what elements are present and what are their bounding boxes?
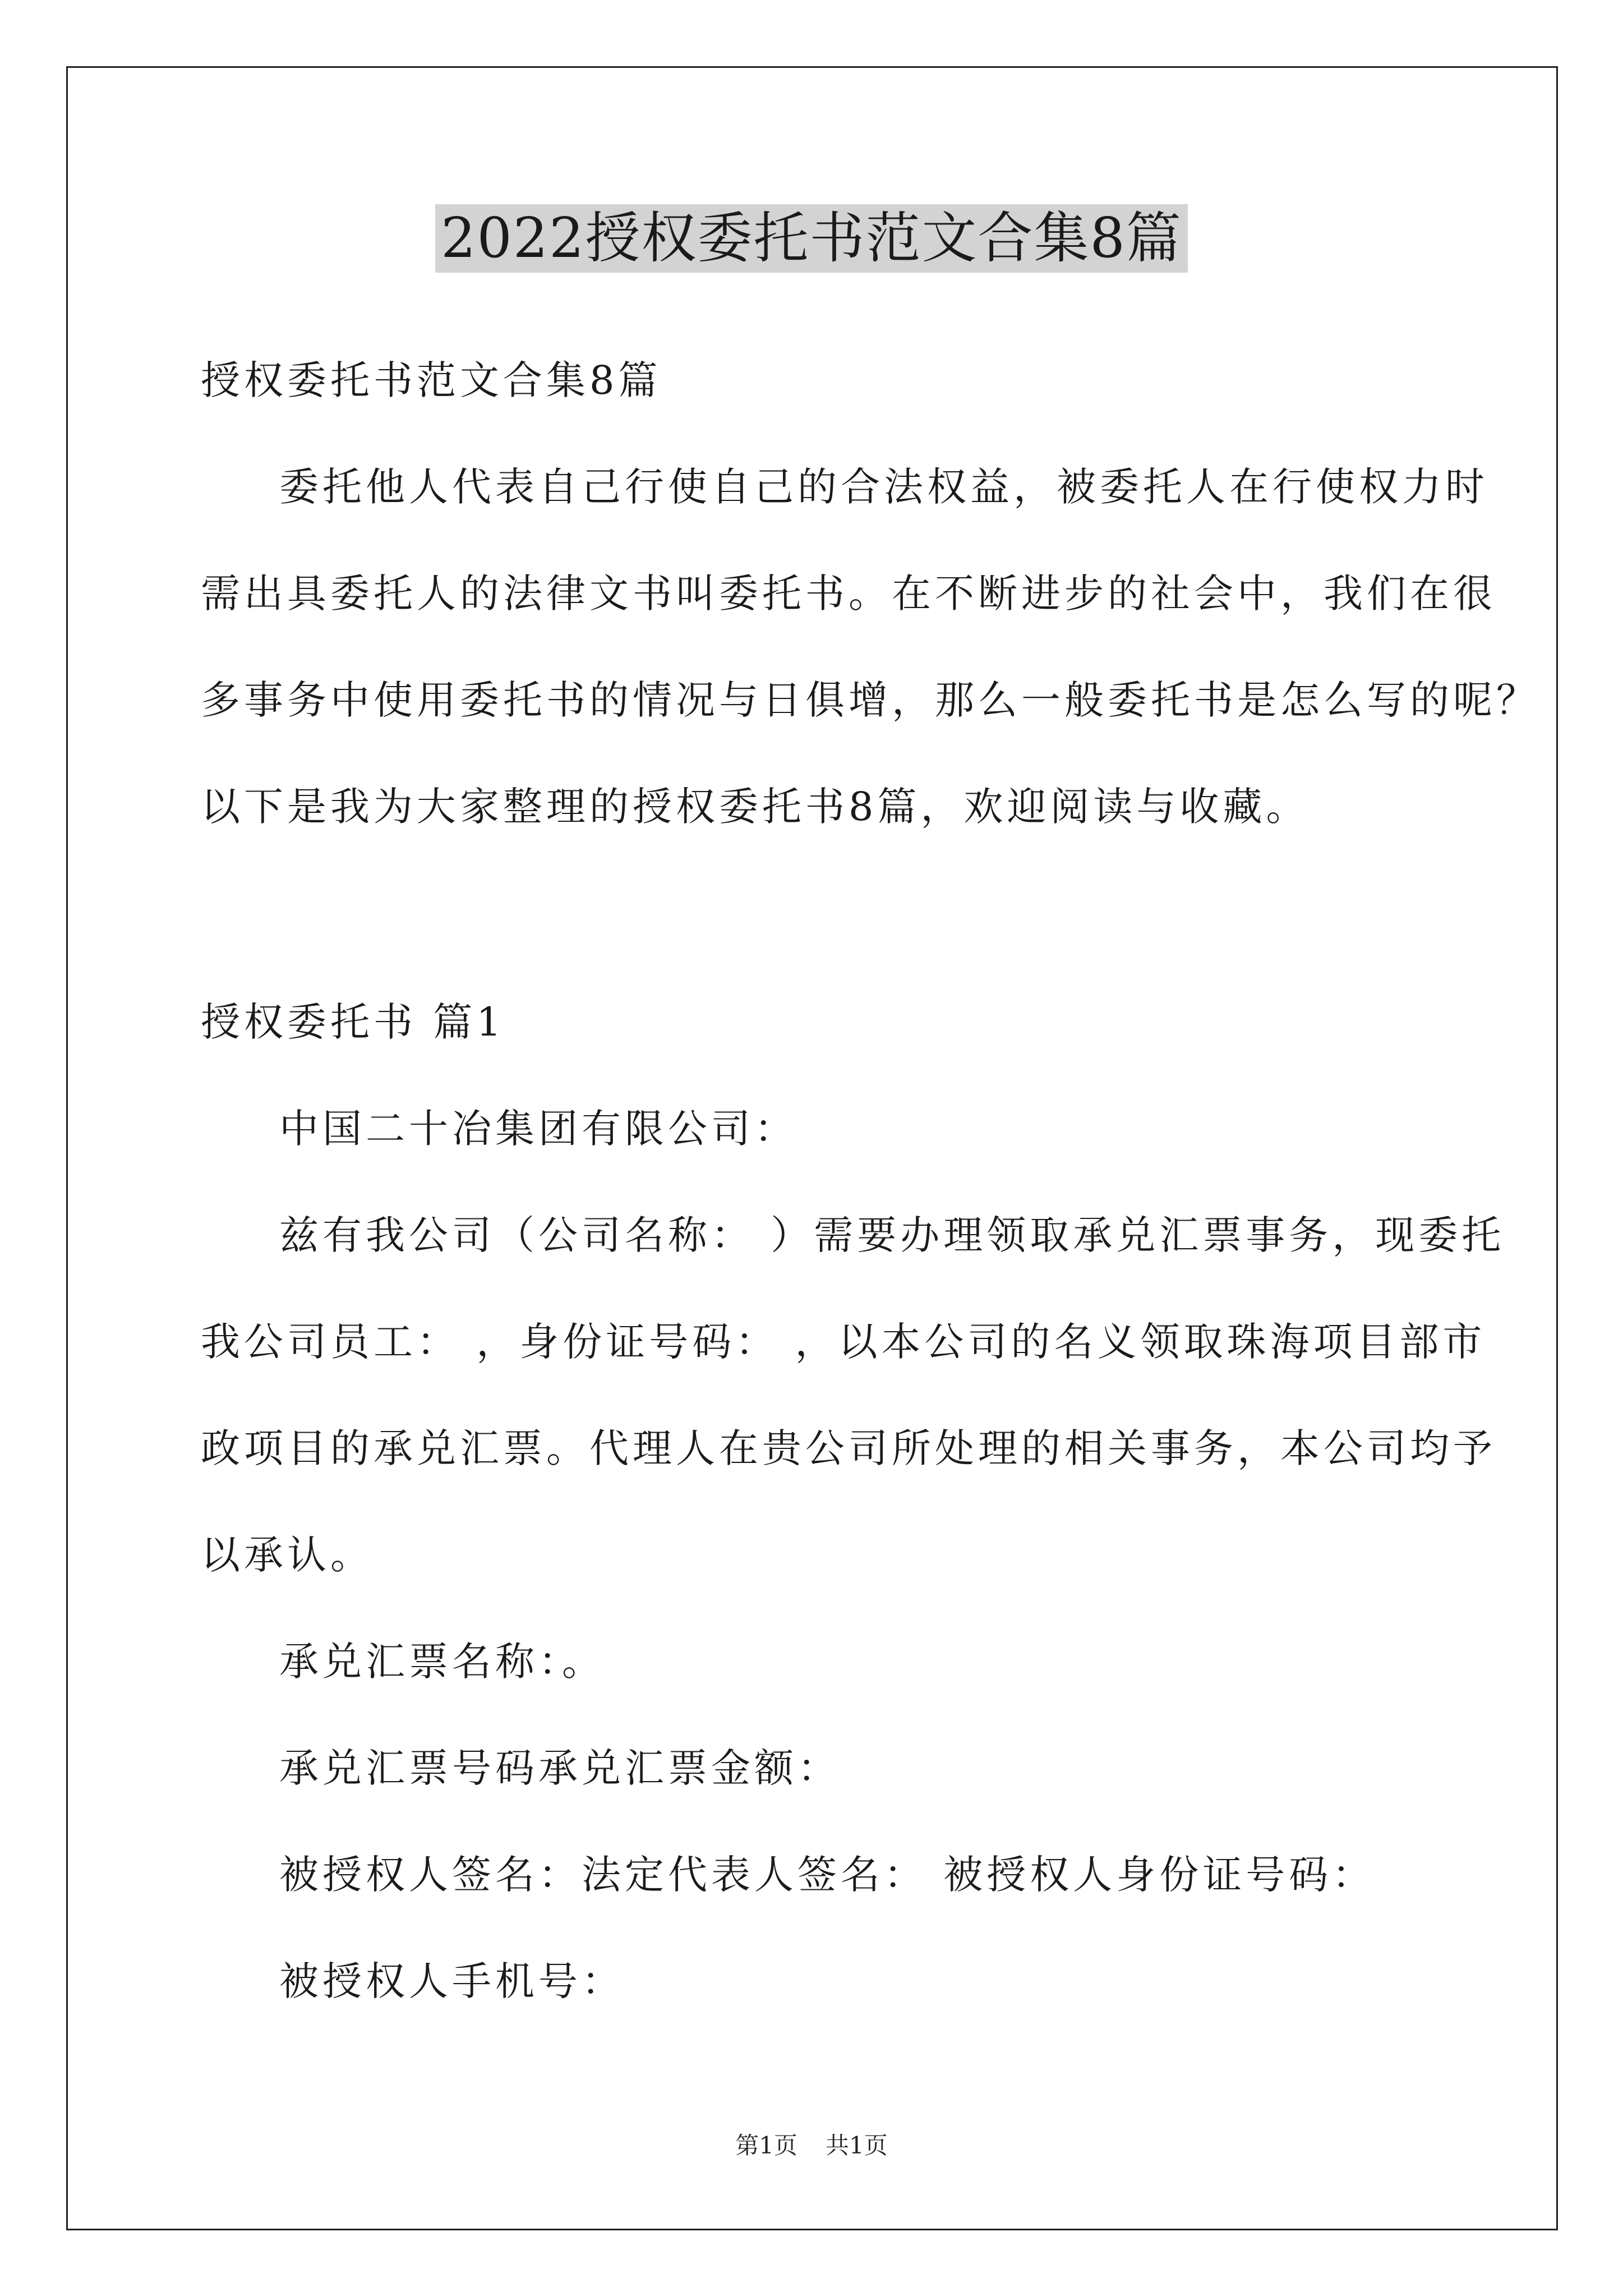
page-footer (0, 2129, 1623, 2162)
intro-line-3: 多事务中使用委托书的情况与日俱增，那么一般委托书是怎么写的呢？ (201, 677, 1539, 723)
field-signatures: 被授权人签名：法定代表人签名： 被授权人身份证号码： (279, 1852, 1376, 1898)
page-number: 第1页 (735, 2132, 797, 2159)
document-title (0, 199, 1623, 278)
document-subtitle: 授权委托书范文合集8篇 (201, 357, 662, 403)
field-phone: 被授权人手机号： (279, 1958, 625, 2004)
body-line-4: 以承认。 (201, 1532, 374, 1578)
field-bill-name: 承兑汇票名称：。 (279, 1639, 605, 1685)
page-total: 共1页 (826, 2132, 888, 2159)
intro-line-4: 以下是我为大家整理的授权委托书8篇，欢迎阅读与收藏。 (201, 784, 1310, 830)
document-title-text: 2022授权委托书范文合集8篇 (435, 204, 1188, 273)
intro-line-2: 需出具委托人的法律文书叫委托书。在不断进步的社会中，我们在很 (201, 570, 1496, 616)
intro-line-1: 委托他人代表自己行使自己的合法权益，被委托人在行使权力时 (279, 464, 1488, 510)
addressee: 中国二十冶集团有限公司： (279, 1106, 797, 1152)
field-bill-number-amount: 承兑汇票号码承兑汇票金额： (279, 1745, 841, 1791)
body-line-2: 我公司员工： ，身份证号码： ，以本公司的名义领取珠海项目部市 (201, 1319, 1486, 1365)
section-heading: 授权委托书 篇1 (201, 999, 505, 1045)
body-line-3: 政项目的承兑汇票。代理人在贵公司所处理的相关事务，本公司均予 (201, 1425, 1496, 1471)
body-line-1: 兹有我公司（公司名称： ）需要办理领取承兑汇票事务，现委托 (279, 1212, 1505, 1258)
